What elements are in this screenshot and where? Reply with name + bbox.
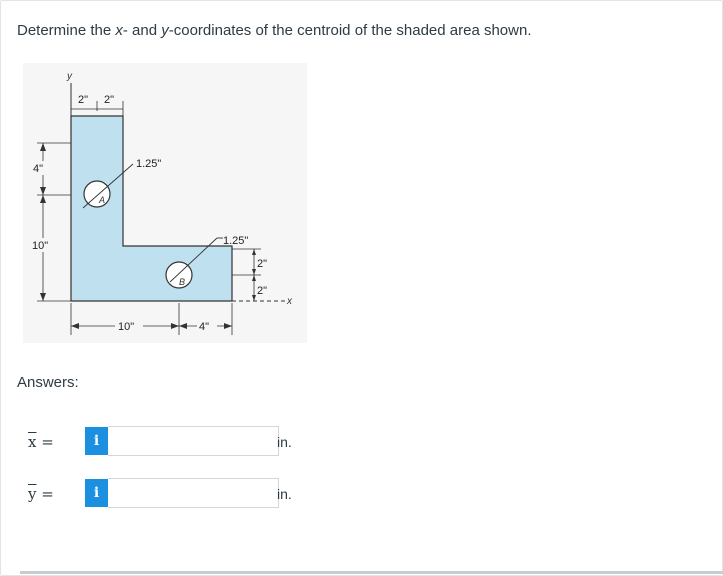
arrow — [40, 187, 46, 195]
info-icon[interactable]: i — [85, 427, 108, 455]
dim-bottom-right: 4" — [199, 321, 210, 333]
y-unit: in. — [277, 486, 292, 502]
hole-a-diameter: 1.25" — [136, 158, 162, 170]
hole-b-label: B — [179, 277, 186, 287]
y-axis-label: y — [67, 71, 72, 82]
answers-label: Answers: — [17, 374, 79, 391]
arrow — [224, 323, 232, 329]
arrow — [252, 269, 256, 275]
arrow — [171, 323, 179, 329]
dim-right-lower: 2" — [257, 285, 268, 297]
centroid-figure — [23, 63, 307, 343]
arrow — [179, 323, 187, 329]
info-icon[interactable]: i — [85, 479, 108, 507]
answer-row-x — [0, 425, 723, 459]
arrow — [252, 295, 256, 301]
y-bar-label: $\overline{y}$ = — [28, 485, 54, 503]
dim-left-lower: 10" — [32, 240, 49, 252]
arrow — [252, 249, 256, 255]
x-axis-label: x — [287, 296, 292, 307]
shaded-area — [71, 116, 232, 301]
question-text: Determine the x- and y-coordinates of the centroid of the shaded area shown. — [17, 22, 532, 39]
hole-b-diameter: 1.25" — [223, 235, 249, 247]
x-unit: in. — [277, 434, 292, 450]
arrow — [252, 275, 256, 281]
figure-svg — [23, 63, 307, 343]
dim-right-upper: 2" — [257, 258, 268, 270]
arrow — [40, 143, 46, 151]
x-answer-input[interactable] — [108, 426, 279, 456]
dim-bottom-left: 10" — [118, 321, 135, 333]
dim-top-left: 2" — [78, 94, 89, 106]
dim-left-upper: 4" — [33, 163, 44, 175]
answer-row-y — [0, 477, 723, 511]
dim-top-right: 2" — [104, 94, 115, 106]
arrow — [71, 323, 79, 329]
hole-a-label: A — [99, 195, 106, 205]
y-answer-input[interactable] — [108, 478, 279, 508]
x-bar-label: $\overline{x}$ = — [28, 433, 54, 451]
arrow — [40, 293, 46, 301]
arrow — [40, 195, 46, 203]
bottom-divider — [20, 571, 723, 574]
